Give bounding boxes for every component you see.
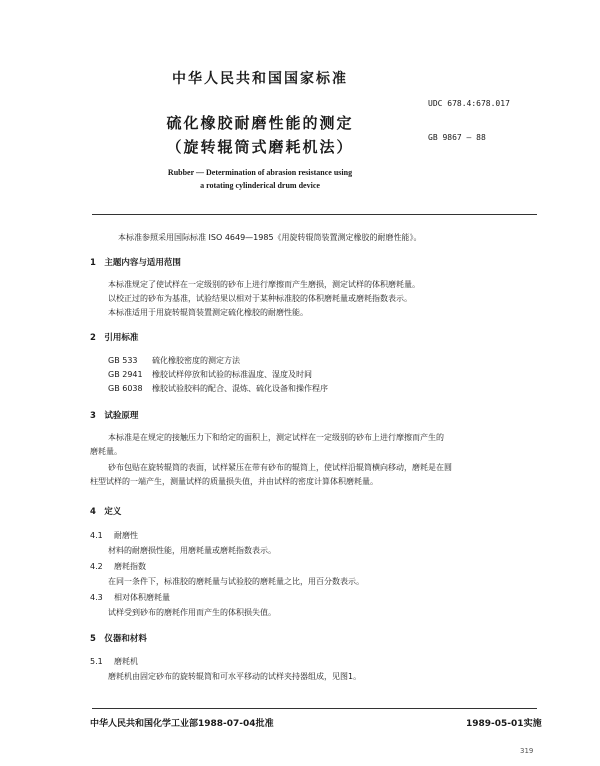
header-rule — [92, 214, 537, 215]
document-subtitle: （旋转辊筒式磨耗机法） — [166, 138, 354, 156]
ref-code: GB 6038 — [108, 384, 143, 393]
effective-date: 1989-05-01实施 — [466, 719, 542, 729]
intro-paragraph: 本标准参照采用国际标准 ISO 4649—1985《用旋转辊筒装置测定橡胶的耐磨性能》。 — [118, 233, 422, 242]
standard-header: 中华人民共和国国家标准 — [172, 71, 348, 87]
definition-term: 相对体积磨耗量 — [114, 593, 170, 602]
definition-desc: 试样受到砂布的磨耗作用而产生的体积损失值。 — [108, 608, 276, 617]
udc-number: UDC 678.4:678.017 — [428, 99, 510, 108]
definition-number: 4.2 — [90, 562, 103, 571]
ref-code: GB 533 — [108, 356, 138, 365]
ref-title: 橡胶试样停放和试验的标准温度、湿度及时间 — [152, 370, 312, 379]
section-3-heading: 3 试验原理 — [90, 411, 139, 421]
section-1-heading: 1 主题内容与适用范围 — [90, 258, 181, 268]
definition-desc: 材料的耐磨损性能，用磨耗量或磨耗指数表示。 — [108, 546, 276, 555]
section-3-line: 本标准是在规定的接触压力下和给定的面积上，测定试样在一定级别的砂布上进行摩擦而产生的 — [108, 433, 444, 442]
section-5-heading: 5 仪器和材料 — [90, 634, 147, 644]
section-1-line: 本标准适用于用旋转辊筒装置测定硫化橡胶的耐磨性能。 — [108, 308, 308, 317]
ref-title: 橡胶试验胶料的配合、混炼、硫化设备和操作程序 — [152, 384, 328, 393]
definition-desc: 在同一条件下，标准胶的磨耗量与试验胶的磨耗量之比，用百分数表示。 — [108, 577, 364, 586]
section-3-line: 磨耗量。 — [90, 447, 122, 456]
ref-code: GB 2941 — [108, 370, 143, 379]
subsection-number: 5.1 — [90, 657, 103, 666]
section-4-heading: 4 定义 — [90, 507, 122, 517]
section-3-line: 砂布包贴在旋转辊筒的表面，试样紧压在带有砂布的辊筒上，使试样沿辊筒横向移动，磨耗是在圆 — [108, 463, 452, 472]
english-title-line2: a rotating cylinderical drum device — [200, 181, 320, 190]
gb-number: GB 9867 — 88 — [428, 133, 486, 142]
subsection-desc: 磨耗机由固定砂布的旋转辊筒和可水平移动的试样夹持器组成，见图1。 — [108, 672, 362, 681]
document-title: 硫化橡胶耐磨性能的测定 — [166, 114, 354, 132]
definition-term: 磨耗指数 — [114, 562, 146, 571]
section-1-line: 本标准规定了使试样在一定级别的砂布上进行摩擦而产生磨损，测定试样的体积磨耗量。 — [108, 280, 420, 289]
section-1-line: 以校正过的砂布为基准，试验结果以相对于某种标准胶的体积磨耗量或磨耗指数表示。 — [108, 294, 412, 303]
approval-note: 中华人民共和国化学工业部1988-07-04批准 — [90, 719, 274, 729]
page-number: 319 — [520, 747, 534, 755]
section-3-line: 柱型试样的一端产生，测量试样的质量损失值，并由试样的密度计算体积磨耗量。 — [90, 477, 378, 486]
footer-rule — [92, 708, 537, 709]
english-title-line1: Rubber — Determination of abrasion resistance using — [167, 168, 353, 177]
definition-term: 耐磨性 — [114, 531, 138, 540]
ref-title: 硫化橡胶密度的测定方法 — [152, 356, 240, 365]
subsection-term: 磨耗机 — [114, 657, 138, 666]
section-2-heading: 2 引用标准 — [90, 333, 139, 343]
definition-number: 4.3 — [90, 593, 103, 602]
definition-number: 4.1 — [90, 531, 103, 540]
